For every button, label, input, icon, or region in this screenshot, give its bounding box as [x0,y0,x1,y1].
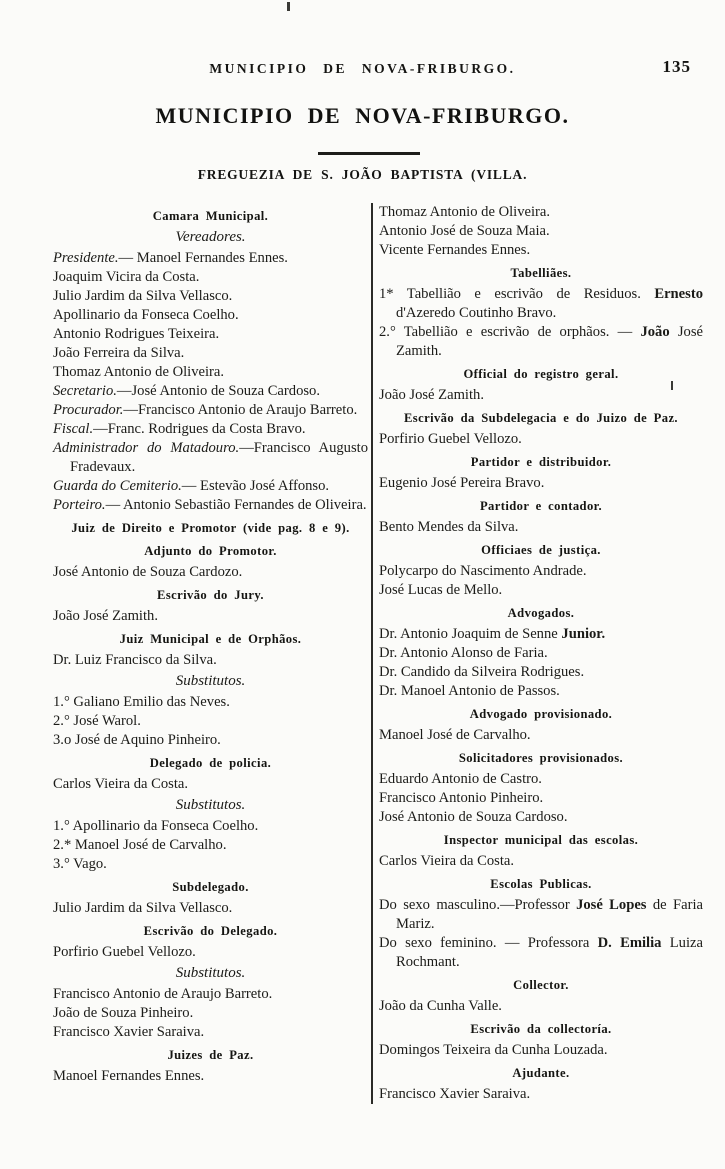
text-segment: Escolas Publicas. [490,877,592,891]
running-header [0,60,725,78]
entry-line [53,855,368,874]
text-segment: Subdelegado. [172,880,249,894]
text-segment: 1* Tabellião e escrivão de Residuos. [379,286,655,302]
section-heading [53,630,368,649]
text-segment: José Zamith. [396,324,703,359]
text-segment: João Ferreira da Silva. [53,345,185,361]
text-segment: João José Zamith. [53,608,158,624]
section-subtitle: FREGUEZIA DE S. JOÃO BAPTISTA (VILLA. [197,167,528,182]
section-heading [53,586,368,605]
entry-line [53,899,368,918]
text-segment: 2.* Manoel José de Carvalho. [53,837,227,853]
entry-line [379,518,703,537]
entry-line [379,663,703,682]
text-segment: Tabelliães. [510,266,572,280]
text-segment: Porfirio Guebel Vellozo. [379,431,522,447]
text-segment: Manoel José de Carvalho. [379,727,531,743]
left-column [0,203,371,1104]
text-segment: — Manoel Fernandes Ennes. [118,250,288,266]
text-segment: Carlos Vieira da Costa. [53,776,189,792]
text-segment: Escrivão do Jury. [157,588,264,602]
section-heading [53,207,368,226]
text-segment: 3.o José de Aquino Pinheiro. [53,732,221,748]
section-heading [379,365,703,384]
text-segment: Luiza Rochmant. [396,935,703,970]
entry-line [53,477,368,496]
section-heading [379,976,703,995]
entry-line [53,693,368,712]
text-segment: Francisco Xavier Saraiva. [53,1024,205,1040]
entry-line [379,644,703,663]
entry-line [379,896,703,934]
entry-role-label: Guarda do Cemiterio. [53,478,182,494]
entry-line [379,726,703,745]
section-heading [379,264,703,283]
entry-line [379,581,703,600]
section-heading [53,542,368,561]
text-segment: Thomaz Antonio de Oliveira. [53,364,225,380]
entry-line [53,496,368,515]
right-column [371,203,725,1104]
section-heading [53,1046,368,1065]
text-segment: José Lopes [576,897,647,913]
entry-line [379,203,703,222]
entry-line [379,285,703,323]
entry-line [53,344,368,363]
entry-line [53,817,368,836]
text-segment: José Antonio de Souza Cardozo. [53,564,243,580]
text-segment: — Estevão José Affonso. [181,478,330,494]
text-segment: — Antonio Sebastião Fernandes de Oliveira. [105,497,367,513]
entry-line [53,439,368,477]
text-segment: João [640,324,670,340]
entry-line [379,386,703,405]
section-heading [379,409,703,428]
text-segment: João da Cunha Valle. [379,998,502,1014]
text-segment: José Lucas de Mello. [379,582,503,598]
entry-line [379,474,703,493]
entry-role-label: Secretario. [53,383,117,399]
entry-role-label: Porteiro. [53,497,106,513]
text-segment: Junior. [561,626,606,642]
entry-line [379,934,703,972]
text-segment: —Francisco Antonio de Araujo Barreto. [123,402,358,418]
section-heading [379,497,703,516]
text-segment: Adjunto do Promotor. [144,544,277,558]
text-segment: —José Antonio de Souza Cardoso. [116,383,320,399]
entry-line [53,249,368,268]
section-heading [379,749,703,768]
section-heading [53,228,368,247]
entry-line [379,997,703,1016]
entry-line [53,836,368,855]
text-segment: Julio Jardim da Silva Vellasco. [53,900,233,916]
text-segment: Advogados. [507,606,575,620]
entry-line [379,625,703,644]
text-segment: 1.° Apollinario da Fonseca Coelho. [53,818,259,834]
text-segment: Escrivão da collectoría. [470,1022,612,1036]
text-segment: Advogado provisionado. [469,707,613,721]
text-segment: Partidor e distribuidor. [470,455,612,469]
text-segment: Partidor e contador. [479,499,603,513]
text-segment: Vicente Fernandes Ennes. [379,242,531,258]
text-segment: Thomaz Antonio de Oliveira. [379,204,551,220]
entry-line [379,682,703,701]
text-segment: Bento Mendes da Silva. [379,519,519,535]
section-heading [379,1064,703,1083]
text-segment: Escrivão do Delegado. [143,924,278,938]
text-segment: Solicitadores provisionados. [458,751,624,765]
text-segment: João José Zamith. [379,387,484,403]
text-segment: Antonio José de Souza Maia. [379,223,550,239]
entry-line [53,268,368,287]
text-segment: Ernesto [654,286,703,302]
text-segment: Carlos Vieira da Costa. [379,853,515,869]
text-segment: Eugenio José Pereira Bravo. [379,475,545,491]
text-segment: Dr. Manoel Antonio de Passos. [379,683,560,699]
entry-line [379,430,703,449]
text-segment: Do sexo masculino.—Professor [379,897,577,913]
entry-line [379,323,703,361]
entry-line [379,808,703,827]
running-head-text: MUNICIPIO DE NOVA-FRIBURGO. [209,61,516,76]
entry-role-label: Substitutos. [175,797,246,813]
entry-line [53,325,368,344]
text-segment: Joaquim Vicira da Costa. [53,269,200,285]
text-segment: Juiz de Direito e Promotor (vide pag. 8 e 9). [71,521,350,535]
text-segment: Escrivão da Subdelegacia e do Juizo de Paz. [404,411,678,425]
section-heading [53,672,368,691]
section-heading [379,875,703,894]
section-heading [379,705,703,724]
entry-line [379,852,703,871]
text-segment: 2.° Tabellião e escrivão de orphãos. — [379,324,641,340]
entry-line [53,287,368,306]
text-segment: Juiz Municipal e de Orphãos. [119,632,302,646]
scan-artifact-mark [287,2,290,11]
text-segment: Antonio Rodrigues Teixeira. [53,326,220,342]
text-segment: Francisco Xavier Saraiva. [379,1086,531,1102]
text-segment: Do sexo feminino. — Professora [379,935,598,951]
text-segment: Francisco Antonio de Araujo Barreto. [53,986,273,1002]
entry-role-label: Administrador do Matadouro. [53,440,240,456]
entry-role-label: Substitutos. [175,673,246,689]
section-heading [379,453,703,472]
entry-line [379,1085,703,1104]
entry-line [379,562,703,581]
text-segment: Inspector municipal das escolas. [443,833,639,847]
entry-line [53,420,368,439]
text-segment: Apollinario da Fonseca Coelho. [53,307,239,323]
entry-line [379,770,703,789]
section-heading [53,796,368,815]
entry-role-label: Presidente. [53,250,119,266]
text-segment: 1.° Galiano Emilio das Neves. [53,694,230,710]
text-segment: Manoel Fernandes Ennes. [53,1068,205,1084]
entry-line [53,775,368,794]
entry-line [53,1067,368,1086]
title-divider-rule [318,152,420,155]
section-heading [379,831,703,850]
entry-line [53,985,368,1004]
text-segment: Camara Municipal. [152,209,269,223]
section-heading [53,964,368,983]
entry-line [53,712,368,731]
entry-line [53,943,368,962]
text-segment: Dr. Antonio Alonso de Faria. [379,645,548,661]
text-segment: José Antonio de Souza Cardoso. [379,809,568,825]
entry-line [53,1023,368,1042]
entry-line [53,382,368,401]
text-segment: —Francisco Augusto Fradevaux. [70,440,369,475]
section-heading [53,754,368,773]
entry-line [53,651,368,670]
page-title: MUNICIPIO DE NOVA-FRIBURGO. [155,103,570,128]
section-heading [379,604,703,623]
text-segment: Domingos Teixeira da Cunha Louzada. [379,1042,608,1058]
section-heading [53,519,368,538]
entry-line [53,363,368,382]
text-segment: João de Souza Pinheiro. [53,1005,194,1021]
section-heading [53,922,368,941]
page-number: 135 [662,57,691,76]
text-segment: Dr. Candido da Silveira Rodrigues. [379,664,585,680]
entry-line [53,563,368,582]
section-heading [379,541,703,560]
text-segment: 2.° José Warol. [53,713,141,729]
text-segment: Delegado de policia. [149,756,272,770]
text-segment: 3.° Vago. [53,856,107,872]
entry-line [53,731,368,750]
text-segment: Official do registro geral. [463,367,619,381]
entry-role-label: Substitutos. [175,965,246,981]
entry-role-label: Procurador. [53,402,124,418]
entry-line [379,1041,703,1060]
text-segment: Ajudante. [512,1066,570,1080]
text-segment: Dr. Antonio Joaquim de Senne [379,626,562,642]
text-segment: Eduardo Antonio de Castro. [379,771,542,787]
text-segment: Francisco Antonio Pinheiro. [379,790,544,806]
section-heading [53,878,368,897]
text-segment: de Faria Mariz. [396,897,704,932]
entry-role-label: Vereadores. [175,229,246,245]
entry-line [53,306,368,325]
text-segment: Collector. [513,978,569,992]
text-segment: D. Emilia [597,935,662,951]
entry-line [379,789,703,808]
text-segment: Dr. Luiz Francisco da Silva. [53,652,217,668]
text-segment: d'Azeredo Coutinho Bravo. [396,305,557,321]
entry-role-label: Fiscal. [53,421,94,437]
two-column-body [0,203,725,1104]
text-segment: Officiaes de justiça. [481,543,601,557]
text-segment: Porfirio Guebel Vellozo. [53,944,196,960]
text-segment: Polycarpo do Nascimento Andrade. [379,563,587,579]
entry-line [379,222,703,241]
entry-line [53,1004,368,1023]
section-heading [379,1020,703,1039]
entry-line [53,401,368,420]
text-segment: Juizes de Paz. [167,1048,254,1062]
entry-line [379,241,703,260]
text-segment: —Franc. Rodrigues da Costa Bravo. [93,421,306,437]
text-segment: Julio Jardim da Silva Vellasco. [53,288,233,304]
entry-line [53,607,368,626]
